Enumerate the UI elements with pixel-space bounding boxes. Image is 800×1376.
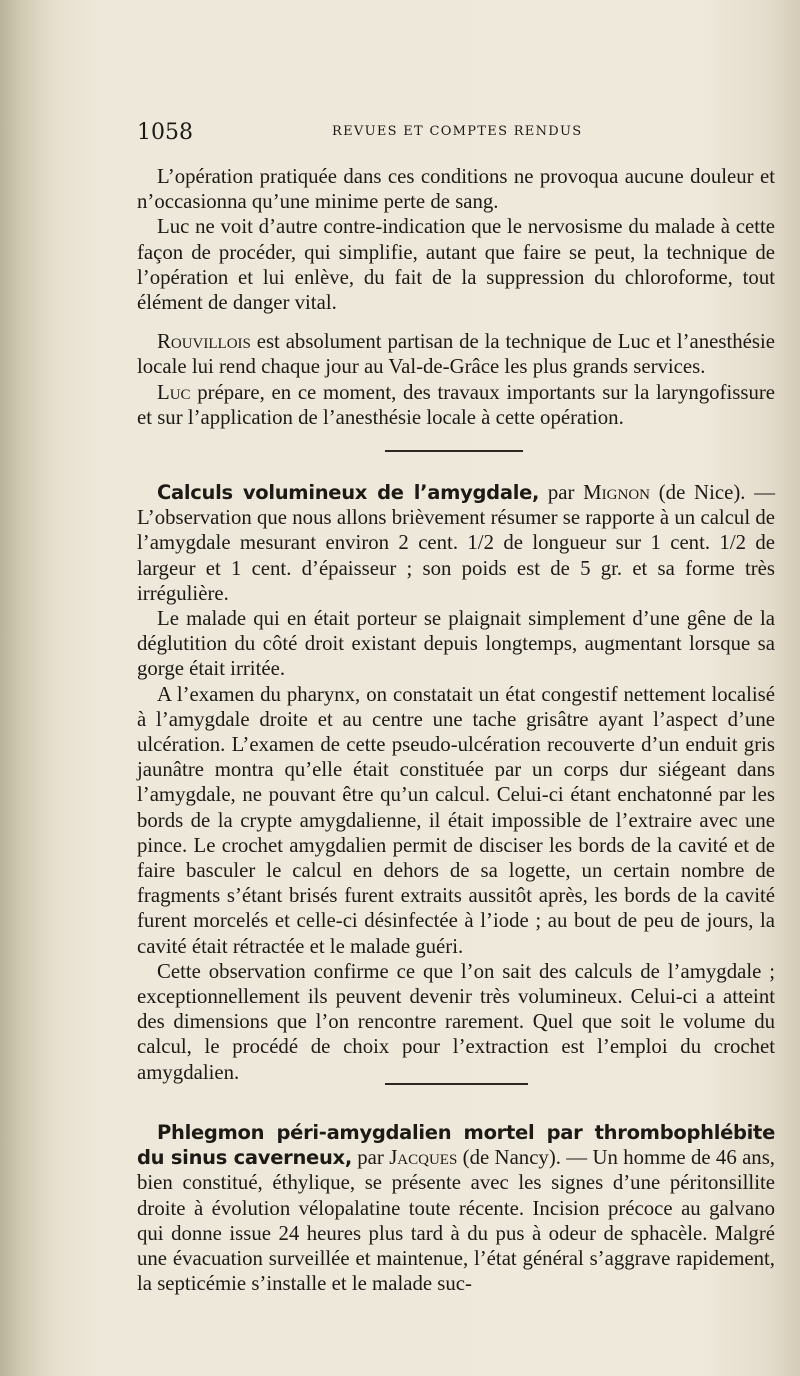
page-number: 1058 <box>137 120 193 145</box>
paragraph-text: prépare, en ce moment, des travaux importants sur la laryngofissure et sur l’application de l’anesthésie locale à cette opération. <box>137 380 775 429</box>
page-header <box>137 120 775 150</box>
section-intro <box>137 1120 775 1296</box>
paragraph-text: L’observation que nous allons brièvement résumer se rapporte à un calcul de l’amygdale mesurant environ 2 cent. 1/2 de longueur sur 1 cent. 1/2 de largeur et 1 cent. d’épaisseur ; son poids est de 5 gr. et sa forme très irrégulière. <box>137 506 775 605</box>
author-name: Rouvillois <box>157 330 251 354</box>
paragraph-luc <box>137 380 775 430</box>
section-title: Calculs volumineux de l’amygdale, <box>157 481 540 504</box>
paragraph: Luc ne voit d’autre contre-indication que le nervosisme du malade à cette façon de procéder, qui simplifie, autant que faire se peut, la technique de l’opération et lui enlève, du fait de la suppression du chloroforme, tout élément de danger vital. <box>137 215 775 315</box>
paragraph-text: Un homme de 46 ans, bien constitué, éthylique, se présente avec les signes d’une péritonsillite droite à évolution vélopalatine toute récente. Incision précoce au galvano qui donne issue 24 heures plus tard à du pus à odeur de sphacèle. Malgré une évacuation surveillée et maintenue, l’état général s’aggrave rapidement, la septicémie s’installe et le malade suc- <box>137 1146 775 1296</box>
section-divider <box>385 1083 528 1085</box>
by-word: par <box>539 481 584 504</box>
section-luc-continuation <box>137 164 775 430</box>
paragraph: Cette observation confirme ce que l’on sait des calculs de l’amygdale ; exceptionnellement ils peuvent devenir très volumineux. Celui-ci a atteint des dimensions que l’on rencontre rarement. Quel que soit le volume du calcul, le procédé de choix pour l’extraction est l’emploi du crochet amygdalien. <box>137 959 775 1084</box>
section-title: Phlegmon péri-amygdalien mortel par thrombophlébite du sinus caverneux, <box>137 1121 775 1170</box>
section-calculs-amygdale <box>137 480 775 1085</box>
author-name: Luc <box>157 380 191 404</box>
paragraph: A l’examen du pharynx, on constatait un état congestif nettement localisé à l’amygdale droite et au centre une tache grisâtre ayant l’aspect d’une ulcération. L’examen de cette pseudo-ulcération recouverte d’un enduit gris jaunâtre montra qu’elle était constituée par un corps dur siégeant dans l’amygdale, ne pouvant être qu’un calcul. Celui-ci étant enchatonné par les bords de la crypte amygdalienne, il était impossible de l’extraire avec une pince. Le crochet amygdalien permit de disciser les bords de la cavité et de faire basculer le calcul en dehors de sa logette, un certain nombre de fragments s’étant brisés furent extraits aussitôt après, les bords de la cavité furent morcelés et celle-ci désinfectée à l’iode ; au bout de peu de jours, la cavité était rétractée et le malade guéri. <box>137 682 775 958</box>
by-word: par <box>351 1146 390 1170</box>
section-intro <box>137 480 775 606</box>
paragraph-text: est absolument partisan de la technique de Luc et l’anesthésie locale lui rend chaque jour au Val-de-Grâce les plus grands services. <box>137 330 775 379</box>
running-title: REVUES ET COMPTES RENDUS <box>332 124 583 139</box>
author-name: Mignon <box>583 481 650 504</box>
author-name: Jacques <box>389 1146 458 1170</box>
paragraph-rouvillois <box>137 329 775 379</box>
section-phlegmon <box>137 1120 775 1296</box>
paragraph: Le malade qui en était porteur se plaignait simplement d’une gêne de la déglutition du côté droit existant depuis longtemps, augmentant lorsque sa gorge était irritée. <box>137 607 775 681</box>
author-location: (de Nancy). — <box>457 1146 593 1170</box>
author-location: (de Nice). — <box>650 481 775 504</box>
paragraph: L’opération pratiquée dans ces conditions ne provoqua aucune douleur et n’occasionna qu’une minime perte de sang. <box>137 165 775 214</box>
section-divider <box>385 450 523 452</box>
